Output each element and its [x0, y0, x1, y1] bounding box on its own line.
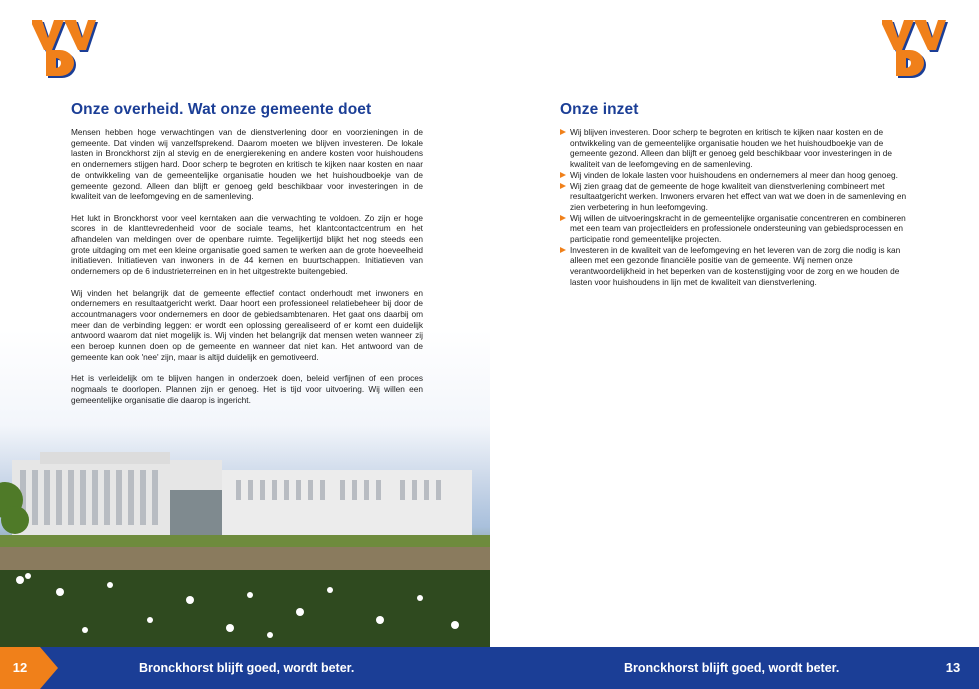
list-item-text: Wij blijven investeren. Door scherp te begroten en kritisch te kijken naar kosten en de ontwikkeling van de gemeentelijke organisatie houden we het huishoudboekje van de gemeente gezond. Alleen dan blijft er genoeg geld beschikbaar voor investeringen in de kwaliteit van de leefomgeving en de samenleving.	[570, 127, 892, 170]
page-title-left: Onze overheid. Wat onze gemeente doet	[71, 101, 372, 118]
paragraph: Wij vinden het belangrijk dat de gemeente effectief contact onderhoudt met inwoners en ondernemers en resultaatgericht werkt. Daar hoort een professioneel relatiebeheer bij door de accountmanagers voor ondernemers en door de gebiedsambtenaren. Het gaat ons daarbij om meer dan de verbinding leggen: er wordt een oplossing gerealiseerd of er komt een duidelijk antwoord waarom dat niet mogelijk is. Wij vinden het belangrijk dat mensen weten wanneer zij een beroep kunnen doen op de gemeente en wanneer dat niet kan. Het antwoord van de gemeente kan ook 'nee' zijn, maar is altijd duidelijk en gemotiveerd.	[71, 287, 423, 362]
footer-bar	[0, 647, 979, 689]
paragraph: Mensen hebben hoge verwachtingen van de dienstverlening door en voorzieningen in de gemeente. Dat vinden wij vanzelfsprekend. Daarom moeten we blijven investeren. De lokale lasten in Bronckhorst zijn al stevig en de energierekening en andere kosten voor huishoudens en ondernemers stijgen hard. Door scherp te begroten en kritisch te kijken naar kosten en naar de ontwikkeling van de gemeentelijke organisatie houden we het huishoudboekje van de gemeente gezond. Alleen dan blijft er genoeg geld beschikbaar voor investeringen in de kwaliteit van de leefomgeving en de samenleving.	[71, 127, 423, 202]
list-item	[560, 213, 912, 245]
list-item-text: Wij vinden de lokale lasten voor huishoudens en ondernemers al meer dan hoog genoeg.	[570, 169, 898, 180]
vvd-logo-icon	[882, 18, 948, 80]
bullet-arrow-icon	[560, 247, 566, 253]
list-item-text: Wij zien graag dat de gemeente de hoge kwaliteit van dienstverlening combineert met resultaatgericht werken. Inwoners ervaren het effect van wat we doen in de samenleving en zien verbetering in hun leefomgeving.	[570, 180, 907, 212]
slogan-left: Bronckhorst blijft goed, wordt beter.	[139, 661, 355, 675]
list-item	[560, 170, 912, 181]
bullet-arrow-icon	[560, 183, 566, 189]
vvd-logo-icon	[32, 18, 98, 80]
list-item	[560, 127, 912, 170]
right-page	[490, 0, 979, 647]
bullet-arrow-icon	[560, 215, 566, 221]
bullet-arrow-icon	[560, 172, 566, 178]
page-number-arrow	[40, 647, 58, 689]
paragraph: Het lukt in Bronckhorst voor veel kerntaken aan die verwachting te voldoen. Zo zijn er hoge scores in de klanttevredenheid voor de sociale teams, het klantcontactcentrum en het afhandelen van meldingen over de openbare ruimte. Tegelijkertijd blijkt het nog steeds een grote uitdaging om met een kleine organisatie goed samen te werken aan de grote hoeveelheid initiatieven. Initiatieven van inwoners in de 44 kernen en buurtschappen. Initiatieven van ondernemers op de 6 industrieterreinen en in het uitgestrekte buitengebied.	[71, 212, 423, 277]
list-item-text: Wij willen de uitvoeringskracht in de gemeentelijke organisatie concentreren en combineren met een team van projectleiders en professionele ondersteuning van gebiedsprocessen en participatie rond gemeentelijke projecten.	[570, 212, 906, 245]
left-page	[0, 0, 490, 647]
paragraph: Het is verleidelijk om te blijven hangen in onderzoek doen, beleid verfijnen of een proces nogmaals te doorlopen. Plannen zijn er genoeg. Het is tijd voor uitvoering. Wij willen een gemeentelijke organisatie die daarop is ingericht.	[71, 373, 423, 405]
bullet-list	[560, 127, 912, 288]
bullet-arrow-icon	[560, 129, 566, 135]
page-title-right: Onze inzet	[560, 101, 639, 118]
page-number-left: 12	[0, 647, 40, 689]
body-text-left	[71, 127, 423, 416]
list-item	[560, 245, 912, 288]
page-number-right: 13	[945, 660, 961, 675]
list-item	[560, 181, 912, 213]
slogan-right: Bronckhorst blijft goed, wordt beter.	[624, 661, 840, 675]
list-item-text: Investeren in de kwaliteit van de leefomgeving en het leveren van de zorg die nodig is kan alleen met een gezonde financiële positie van de gemeente. Wij nemen onze verantwoordelijkheid in het beperken van de kostenstijging voor de zorg en we houden de lasten voor huishoudens in lijn met de kwaliteit van dienstverlening.	[570, 244, 901, 287]
